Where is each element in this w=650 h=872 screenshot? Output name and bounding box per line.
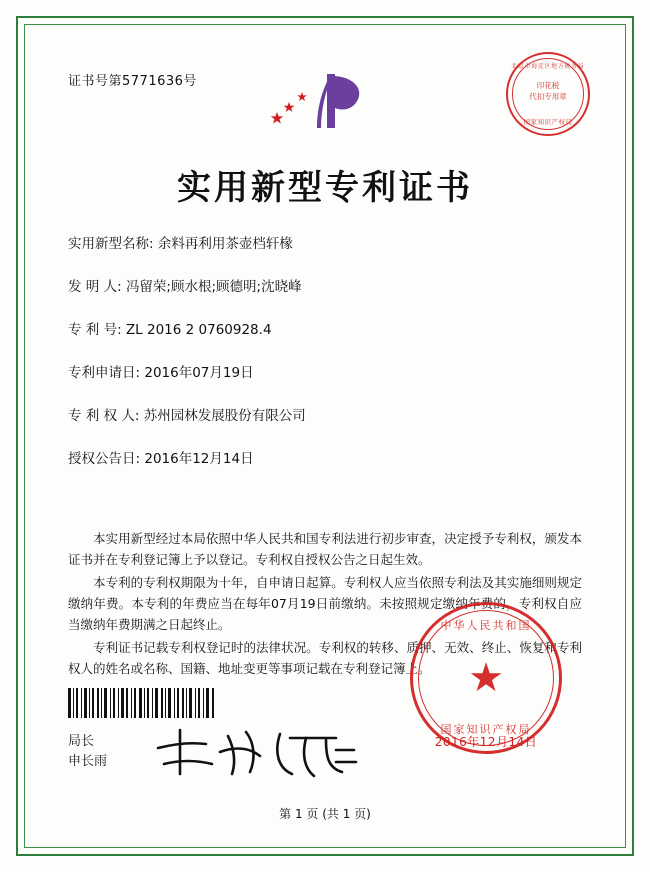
field-value: 苏州园林发展股份有限公司 [143, 408, 306, 424]
signature-name: 申长雨 [68, 754, 108, 769]
page-title: 实用新型专利证书 [177, 168, 473, 208]
national-seal-bottom-text: 国家知识产权局 [440, 723, 532, 736]
national-seal [410, 602, 562, 754]
field-label: 专利申请日: [68, 365, 141, 381]
field-label: 实用新型名称: [68, 236, 154, 252]
field-value: 余料再利用茶壶档轩椽 [157, 236, 293, 252]
tax-stamp-arc-text: 北京市海淀区地方税务局 [511, 63, 585, 70]
body-paragraph: 专利证书记载专利权登记时的法律状况。专利权的转移、质押、无效、终止、恢复和专利权人的姓名或名称、国籍、地址变更等事项记载在专利登记簿上。 [68, 640, 582, 676]
field-label: 专 利 号: [68, 322, 122, 338]
barcode [68, 688, 218, 718]
body-paragraph: 本实用新型经过本局依照中华人民共和国专利法进行初步审查，决定授予专利权，颁发本证书并在专利登记簿上予以登记。专利权自授权公告之日起生效。 [68, 531, 582, 567]
field-value: 2016年12月14日 [144, 451, 254, 467]
page-footer: 第 1 页 (共 1 页) [279, 807, 371, 821]
tax-stamp-line3: 国家知识产权局 [523, 118, 573, 126]
field-value: 冯留荣;顾水根;顾德明;沈晓峰 [125, 279, 302, 295]
seal-date: 2016年12月14日 [434, 735, 538, 749]
field-row [68, 278, 582, 297]
signature-block [68, 732, 107, 772]
certificate-content [40, 40, 610, 832]
field-row [68, 450, 582, 469]
tax-stamp-line2: 代扣专用章 [529, 92, 567, 101]
field-row [68, 407, 582, 426]
tax-stamp [506, 52, 590, 136]
field-label: 发 明 人: [68, 279, 122, 295]
body-paragraph: 本专利的专利权期限为十年，自申请日起算。专利权人应当依照专利法及其实施细则规定缴纳年费。本专利的年费应当在每年07月19日前缴纳。未按照规定缴纳年费的，专利权自应当缴纳年费期满之日起终止。 [68, 575, 582, 632]
star-icon: ★ [468, 655, 504, 701]
national-seal-top-text: 中华人民共和国 [440, 619, 532, 632]
certificate-number: 证书号第5771636号 [68, 74, 197, 89]
field-row [68, 364, 582, 383]
field-label: 授权公告日: [68, 451, 141, 467]
field-row [68, 235, 582, 254]
field-value: ZL 2016 2 0760928.4 [125, 322, 272, 338]
field-list [68, 235, 582, 493]
field-value: 2016年07月19日 [144, 365, 254, 381]
field-label: 专 利 权 人: [68, 408, 140, 424]
handwritten-signature [150, 722, 380, 782]
tax-stamp-line1: 印花税 [536, 81, 560, 90]
tax-stamp-middle [508, 80, 588, 102]
field-row [68, 321, 582, 340]
signature-role: 局长 [68, 734, 95, 749]
patent-office-logo [265, 66, 385, 134]
